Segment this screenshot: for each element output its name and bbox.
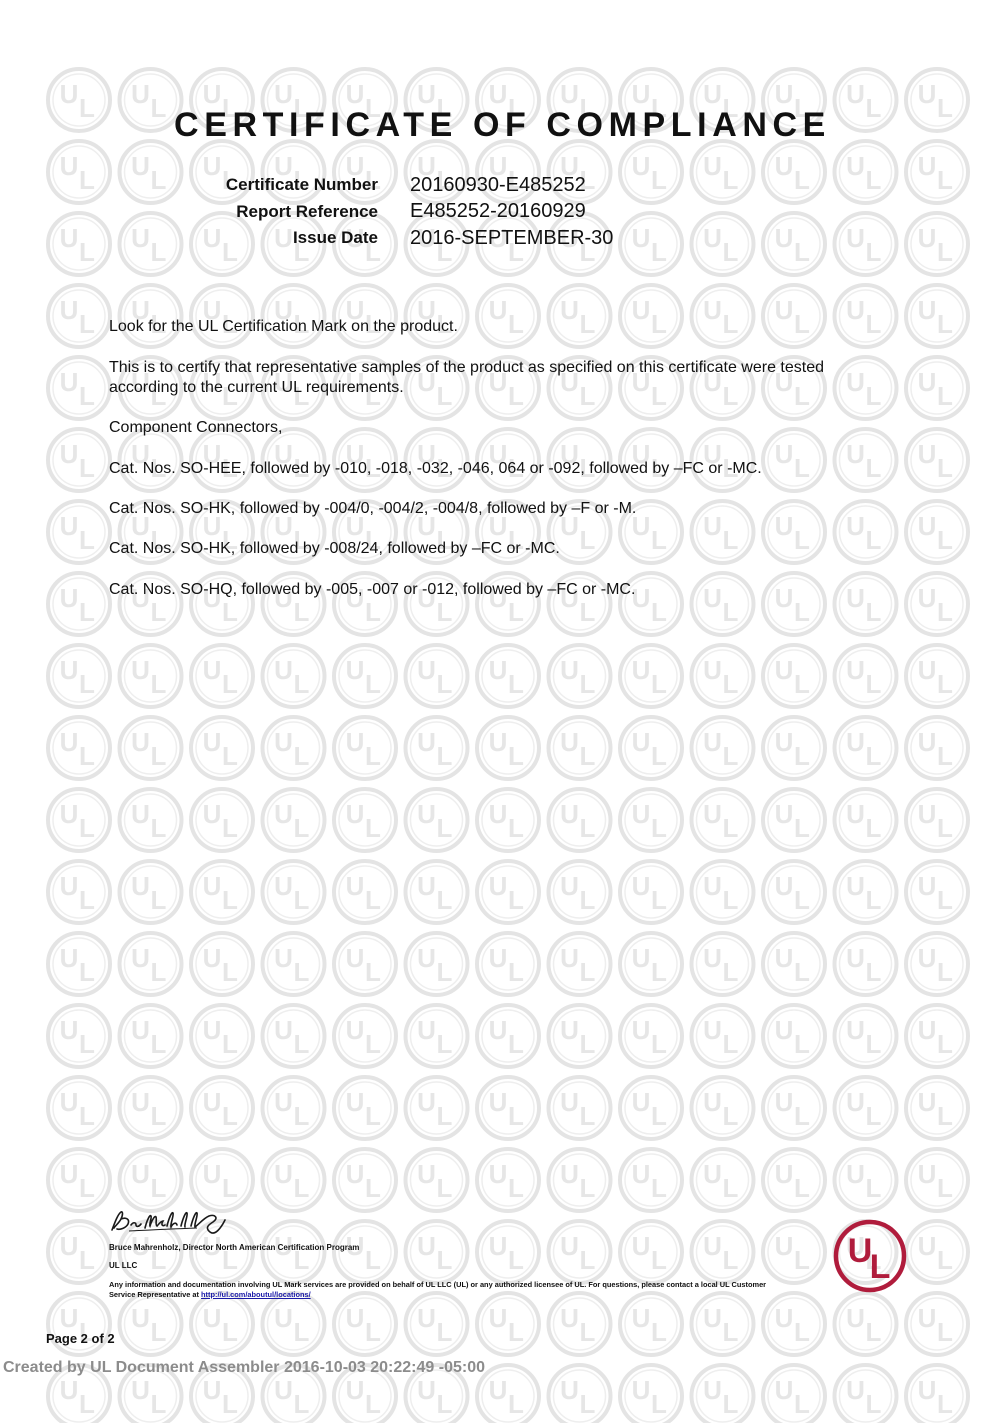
watermark-mark xyxy=(191,1293,253,1355)
svg-text:U: U xyxy=(847,1232,873,1270)
watermark-mark xyxy=(406,1077,468,1139)
watermark-mark xyxy=(48,501,110,563)
watermark-mark xyxy=(906,141,968,203)
watermark-mark xyxy=(48,1077,110,1139)
watermark-mark xyxy=(906,285,968,347)
watermark-mark xyxy=(692,141,754,203)
watermark-mark xyxy=(906,933,968,995)
watermark-mark xyxy=(692,717,754,779)
watermark-mark xyxy=(906,501,968,563)
watermark-mark xyxy=(334,717,396,779)
watermark-mark xyxy=(191,1005,253,1067)
watermark-mark xyxy=(120,789,182,851)
watermark-mark xyxy=(692,1365,754,1423)
watermark-mark xyxy=(906,1077,968,1139)
watermark-mark xyxy=(835,1293,897,1355)
watermark-mark xyxy=(835,933,897,995)
watermark-mark xyxy=(906,213,968,275)
created-by-stamp: Created by UL Document Assembler 2016-10-03 20:22:49 -05:00 xyxy=(3,1359,485,1376)
watermark-mark xyxy=(263,933,325,995)
watermark-mark xyxy=(763,861,825,923)
watermark-mark xyxy=(620,789,682,851)
report-reference-row xyxy=(180,199,613,226)
report-reference-label: Report Reference xyxy=(236,201,378,221)
watermark-mark xyxy=(120,1149,182,1211)
watermark-mark xyxy=(191,933,253,995)
watermark-mark xyxy=(406,933,468,995)
watermark-mark xyxy=(334,1077,396,1139)
issue-date-row xyxy=(180,225,613,252)
watermark-mark xyxy=(906,789,968,851)
page-number: Page 2 of 2 xyxy=(46,1331,115,1346)
certify-line-2: according to the current UL requirements. xyxy=(109,379,404,396)
watermark-mark xyxy=(406,285,468,347)
catalog-item-3: Cat. Nos. SO-HK, followed by -008/24, followed by –FC or -MC. xyxy=(109,540,560,557)
look-for-mark-text: Look for the UL Certification Mark on the product. xyxy=(109,318,458,335)
watermark-mark xyxy=(620,933,682,995)
watermark-mark xyxy=(549,1365,611,1423)
watermark-mark xyxy=(477,645,539,707)
watermark-mark xyxy=(263,717,325,779)
watermark-mark xyxy=(906,1005,968,1067)
watermark-mark xyxy=(763,213,825,275)
watermark-mark xyxy=(835,1005,897,1067)
watermark-mark xyxy=(763,141,825,203)
watermark-mark xyxy=(906,645,968,707)
watermark-mark xyxy=(477,861,539,923)
watermark-mark xyxy=(477,285,539,347)
watermark-mark xyxy=(120,717,182,779)
watermark-mark xyxy=(48,285,110,347)
watermark-mark xyxy=(406,717,468,779)
watermark-mark xyxy=(477,1005,539,1067)
watermark-mark xyxy=(620,717,682,779)
watermark-mark xyxy=(263,1005,325,1067)
ul-logo xyxy=(832,1218,908,1294)
watermark-mark xyxy=(191,1077,253,1139)
watermark-mark xyxy=(906,573,968,635)
watermark-mark xyxy=(263,645,325,707)
watermark-mark xyxy=(120,141,182,203)
watermark-mark xyxy=(906,1149,968,1211)
certificate-title: CERTIFICATE OF COMPLIANCE xyxy=(174,106,831,144)
watermark-mark xyxy=(406,789,468,851)
signer-name: Bruce Mahrenholz, Director North American Certification Program xyxy=(109,1243,360,1252)
watermark-mark xyxy=(620,1293,682,1355)
watermark-mark xyxy=(835,1077,897,1139)
watermark-mark xyxy=(835,717,897,779)
watermark-mark xyxy=(120,1077,182,1139)
certificate-number-value: 20160930-E485252 xyxy=(410,173,586,196)
catalog-item-2: Cat. Nos. SO-HK, followed by -004/0, -004/2, -004/8, followed by –F or -M. xyxy=(109,500,637,517)
watermark-mark xyxy=(692,933,754,995)
watermark-mark xyxy=(906,1221,968,1283)
watermark-mark xyxy=(334,285,396,347)
watermark-mark xyxy=(549,717,611,779)
signature-image xyxy=(109,1206,249,1236)
watermark-mark xyxy=(763,933,825,995)
watermark-mark xyxy=(48,933,110,995)
watermark-mark xyxy=(906,717,968,779)
watermark-mark xyxy=(549,645,611,707)
watermark-mark xyxy=(334,1149,396,1211)
watermark-mark xyxy=(477,1077,539,1139)
watermark-mark xyxy=(263,1293,325,1355)
watermark-mark xyxy=(549,1149,611,1211)
watermark-mark xyxy=(906,429,968,491)
watermark-mark xyxy=(334,1005,396,1067)
watermark-mark xyxy=(763,1293,825,1355)
watermark-mark xyxy=(477,1365,539,1423)
watermark-mark xyxy=(620,1077,682,1139)
watermark-mark xyxy=(477,1293,539,1355)
watermark-mark xyxy=(334,789,396,851)
issue-date-label: Issue Date xyxy=(292,228,378,248)
watermark-mark xyxy=(906,357,968,419)
watermark-mark xyxy=(406,861,468,923)
watermark-mark xyxy=(835,1365,897,1423)
watermark-mark xyxy=(906,861,968,923)
watermark-mark xyxy=(763,1149,825,1211)
certificate-meta xyxy=(180,172,613,252)
watermark-mark xyxy=(835,645,897,707)
svg-text:L: L xyxy=(869,1248,891,1286)
watermark-mark xyxy=(549,861,611,923)
watermark-mark xyxy=(334,645,396,707)
watermark-mark xyxy=(120,645,182,707)
watermark-mark xyxy=(48,429,110,491)
watermark-mark xyxy=(263,861,325,923)
catalog-item-4: Cat. Nos. SO-HQ, followed by -005, -007 or -012, followed by –FC or -MC. xyxy=(109,581,636,598)
watermark-mark xyxy=(835,1149,897,1211)
watermark-mark xyxy=(406,1005,468,1067)
watermark-mark xyxy=(406,1149,468,1211)
watermark-mark xyxy=(835,861,897,923)
watermark-mark xyxy=(763,1077,825,1139)
watermark-mark xyxy=(263,789,325,851)
watermark-mark xyxy=(477,789,539,851)
watermark-mark xyxy=(191,717,253,779)
watermark-mark xyxy=(620,141,682,203)
watermark-mark xyxy=(620,1005,682,1067)
organization-name: UL LLC xyxy=(109,1261,138,1270)
watermark-mark xyxy=(334,933,396,995)
watermark-mark xyxy=(263,1077,325,1139)
watermark-mark xyxy=(692,1005,754,1067)
watermark-mark xyxy=(692,213,754,275)
watermark-mark xyxy=(334,861,396,923)
report-reference-value: E485252-20160929 xyxy=(410,200,586,223)
watermark-mark xyxy=(692,789,754,851)
catalog-item-1: Cat. Nos. SO-HEE, followed by -010, -018, -032, -046, 064 or -092, followed by –FC or -MC. xyxy=(109,460,762,477)
watermark-mark xyxy=(191,645,253,707)
watermark-mark xyxy=(835,213,897,275)
watermark-mark xyxy=(763,1005,825,1067)
watermark-mark xyxy=(906,1293,968,1355)
watermark-mark xyxy=(692,1293,754,1355)
watermark-mark xyxy=(191,1149,253,1211)
watermark-mark xyxy=(120,933,182,995)
watermark-mark xyxy=(48,717,110,779)
watermark-mark xyxy=(620,213,682,275)
watermark-mark xyxy=(48,1149,110,1211)
watermark-mark xyxy=(620,1365,682,1423)
watermark-mark xyxy=(549,1293,611,1355)
watermark-mark xyxy=(620,1149,682,1211)
watermark-mark xyxy=(120,213,182,275)
watermark-mark xyxy=(120,285,182,347)
locations-link[interactable]: http://ul.com/aboutul/locations/ xyxy=(201,1289,311,1299)
watermark-mark xyxy=(692,645,754,707)
watermark-mark xyxy=(48,789,110,851)
watermark-mark xyxy=(549,789,611,851)
watermark-mark xyxy=(48,213,110,275)
watermark-mark xyxy=(191,285,253,347)
watermark-mark xyxy=(763,717,825,779)
watermark-mark xyxy=(48,861,110,923)
issue-date-value: 2016-SEPTEMBER-30 xyxy=(410,226,614,249)
watermark-mark xyxy=(835,285,897,347)
watermark-mark xyxy=(763,645,825,707)
ul-watermark-pattern: L xyxy=(0,0,1005,1423)
watermark-mark xyxy=(763,1365,825,1423)
certify-line-1: This is to certify that representative samples of the product as specified on this certificate were tested xyxy=(109,359,825,376)
watermark-mark xyxy=(120,861,182,923)
watermark-mark xyxy=(48,645,110,707)
watermark-mark xyxy=(406,645,468,707)
component-heading: Component Connectors, xyxy=(109,419,283,436)
watermark-mark xyxy=(692,1077,754,1139)
watermark-mark xyxy=(692,861,754,923)
watermark-mark xyxy=(48,141,110,203)
watermark-mark xyxy=(48,1221,110,1283)
watermark-mark xyxy=(549,285,611,347)
watermark-mark xyxy=(477,717,539,779)
watermark-mark xyxy=(620,861,682,923)
watermark-mark xyxy=(120,1005,182,1067)
watermark-mark xyxy=(835,789,897,851)
watermark-mark xyxy=(549,1005,611,1067)
disclaimer xyxy=(109,1280,789,1299)
watermark-mark xyxy=(692,1149,754,1211)
watermark-mark xyxy=(406,1293,468,1355)
watermark-mark xyxy=(549,1077,611,1139)
signature-block xyxy=(109,1206,789,1299)
watermark-mark xyxy=(48,573,110,635)
disclaimer-text: Any information and documentation involving UL Mark services are provided on behalf of UL LLC (UL) or any authorized licensee of UL. For questions, please contact a local UL Customer Service Representative at xyxy=(109,1280,767,1299)
watermark-mark xyxy=(620,285,682,347)
watermark-mark xyxy=(48,1005,110,1067)
watermark-mark xyxy=(477,1149,539,1211)
watermark-mark xyxy=(906,1365,968,1423)
watermark-mark xyxy=(263,1149,325,1211)
watermark-mark xyxy=(692,285,754,347)
watermark-mark xyxy=(191,789,253,851)
watermark-mark xyxy=(120,1293,182,1355)
watermark-mark xyxy=(763,789,825,851)
watermark-mark xyxy=(334,1293,396,1355)
watermark-mark xyxy=(549,933,611,995)
certificate-number-row xyxy=(180,172,613,199)
certificate-number-label: Certificate Number xyxy=(225,175,378,195)
watermark-mark xyxy=(263,285,325,347)
watermark-mark xyxy=(835,141,897,203)
certify-paragraph xyxy=(109,358,909,398)
watermark-mark xyxy=(477,933,539,995)
watermark-mark xyxy=(763,285,825,347)
watermark-mark xyxy=(620,645,682,707)
watermark-mark xyxy=(48,357,110,419)
watermark-mark xyxy=(191,861,253,923)
